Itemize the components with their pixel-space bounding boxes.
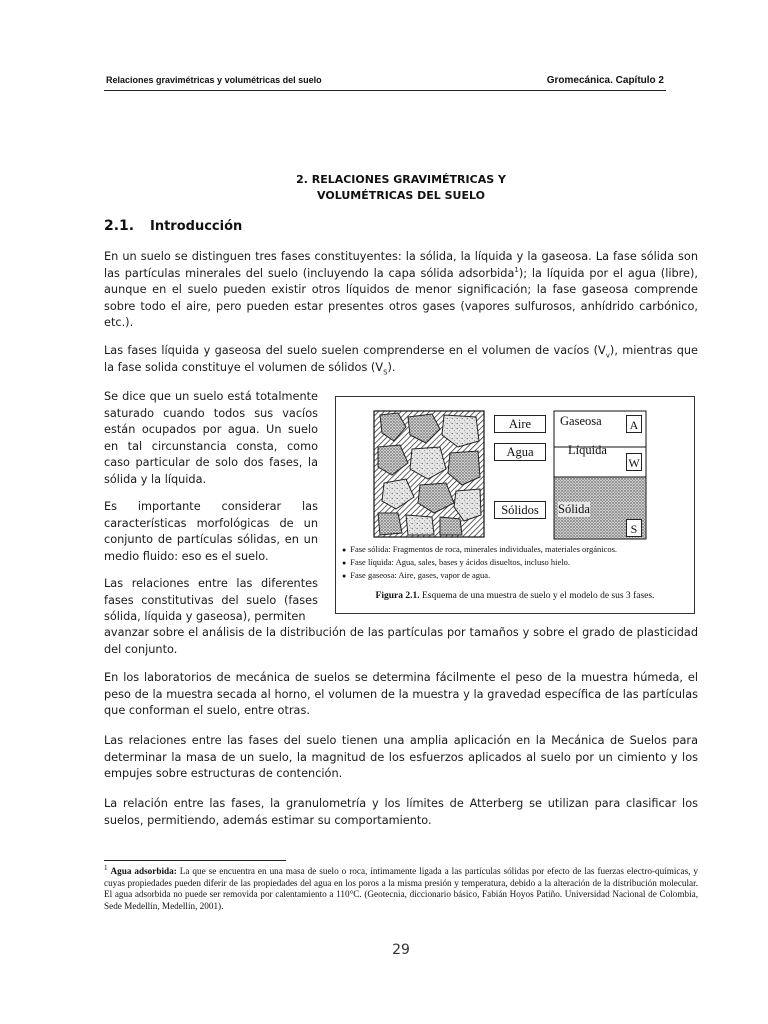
paragraph-6: En los laboratorios de mecánica de suelos se determina fácilmente el peso de la muestra húmeda, el peso de la muestra secada al horno, el volumen de la muestra y la gravedad específica de las partículas que conforman el suelo, entre otras. xyxy=(104,671,698,717)
paragraph-8: La relación entre las fases, la granulometría y los límites de Atterberg se utilizan para clasificar los suelos, permitiendo, además estimar su comportamiento. xyxy=(104,797,698,827)
paragraph-3: Se dice que un suelo está totalmente saturado cuando todos sus vacíos están ocupados por agua. Un suelo en tal circunstancia consta, como caso particular de solo dos fases, la sólida y la líquida. xyxy=(104,390,318,486)
paragraph-2: Las fases líquida y gaseosa del suelo suelen comprenderse en el volumen de vacíos $(V_v)$, mientras que la fase solida constituye el volumen de sólidos $(V_S)$. xyxy=(104,344,698,376)
header-right: Gromecánica. Capítulo 2 xyxy=(546,75,664,86)
letter-a: A xyxy=(626,415,642,433)
paragraph-1: En un suelo se distinguen tres fases constituyentes: la sólida, la líquida y la gaseosa. La fase sólida son las partículas minerales del suelo (incluyendo la capa sólida adsorbida$^1$); la líquida por el agua (libre), aunque en el suelo pueden existir otros líquidos de menor significación; la fase gaseosa comprende sobre todo el aire, pero pueden estar presentes otros gases (vapores sulfurosos, anhídrido carbónico, etc.). xyxy=(104,250,699,329)
phase-gaseosa: Gaseosa xyxy=(560,414,602,428)
running-header xyxy=(104,74,666,91)
footnote-ref: 1 xyxy=(514,265,519,274)
bullet-gas: ● Fase gaseosa: Aire, gases, vapor de agua. xyxy=(342,569,688,582)
figure-2-1 xyxy=(335,396,695,614)
phase-liquida: Líquida xyxy=(568,443,607,457)
paragraph-4: Es importante considerar las características morfológicas de un conjunto de partículas sólidas, en un medio fluido: eso es el suelo. xyxy=(104,500,318,563)
paragraph-5a: Las relaciones entre las diferentes fases constitutivas del suelo (fases sólida, líquida y gaseosa), permiten xyxy=(104,577,318,623)
label-aire: Aire xyxy=(494,415,546,433)
footnote-rule xyxy=(104,860,286,861)
header-left: Relaciones gravimétricas y volumétricas del suelo xyxy=(106,75,322,85)
section-heading xyxy=(104,218,242,234)
figure-bullets xyxy=(342,543,688,582)
bullet-liquid: ● Fase líquida: Agua, sales, bases y ácidos disueltos, incluso hielo. xyxy=(342,556,688,569)
paragraph-7: Las relaciones entre las fases del suelo tienen una amplia aplicación en la Mecánica de Suelos para determinar la masa de un suelo, la magnitud de los esfuerzos aplicados al suelo por un cimiento y los empujes sobre estructuras de contención. xyxy=(104,734,698,780)
section-number: 2.1. xyxy=(104,218,135,234)
bullet-solid: ● Fase sólida: Fragmentos de roca, minerales individuales, materiales orgánicos. xyxy=(342,543,688,556)
chapter-title xyxy=(104,172,698,204)
footnote: $^1$ Agua adsorbida: La que se encuentra en una masa de suelo o roca, íntimamente ligada a las partículas sólidas por efecto de las fuerzas electro-químicas, y cuyas propiedades pueden diferir de las propiedades del agua en los poros a la misma presión y temperatura, debido a la alteración de la distribución molecular. El agua adsorbida no puede ser removida por calentamiento a 110°C. (Geotecnia, diccionario básico, Fabián Hoyos Patiño. Universidad Nacional de Colombia, Sede Medellín, Medellín, 2001). xyxy=(104,863,699,911)
letter-s: S xyxy=(626,519,642,537)
letter-w: W xyxy=(626,453,642,471)
label-agua: Agua xyxy=(494,443,546,461)
phase-solida: Sólida xyxy=(558,502,590,516)
chapter-title-line1: 2. RELACIONES GRAVIMÉTRICAS Y xyxy=(296,173,506,186)
paragraph-5b: avanzar sobre el análisis de la distribución de las partículas por tamaños y sobre el grado de plasticidad del conjunto. xyxy=(104,626,698,656)
page-number: 29 xyxy=(392,942,410,958)
section-title: Introducción xyxy=(150,219,243,234)
chapter-title-line2: VOLUMÉTRICAS DEL SUELO xyxy=(317,189,485,202)
figure-caption: Figura 2.1. Esquema de una muestra de suelo y el modelo de sus 3 fases. xyxy=(375,591,655,601)
label-solidos: Sólidos xyxy=(494,501,546,519)
